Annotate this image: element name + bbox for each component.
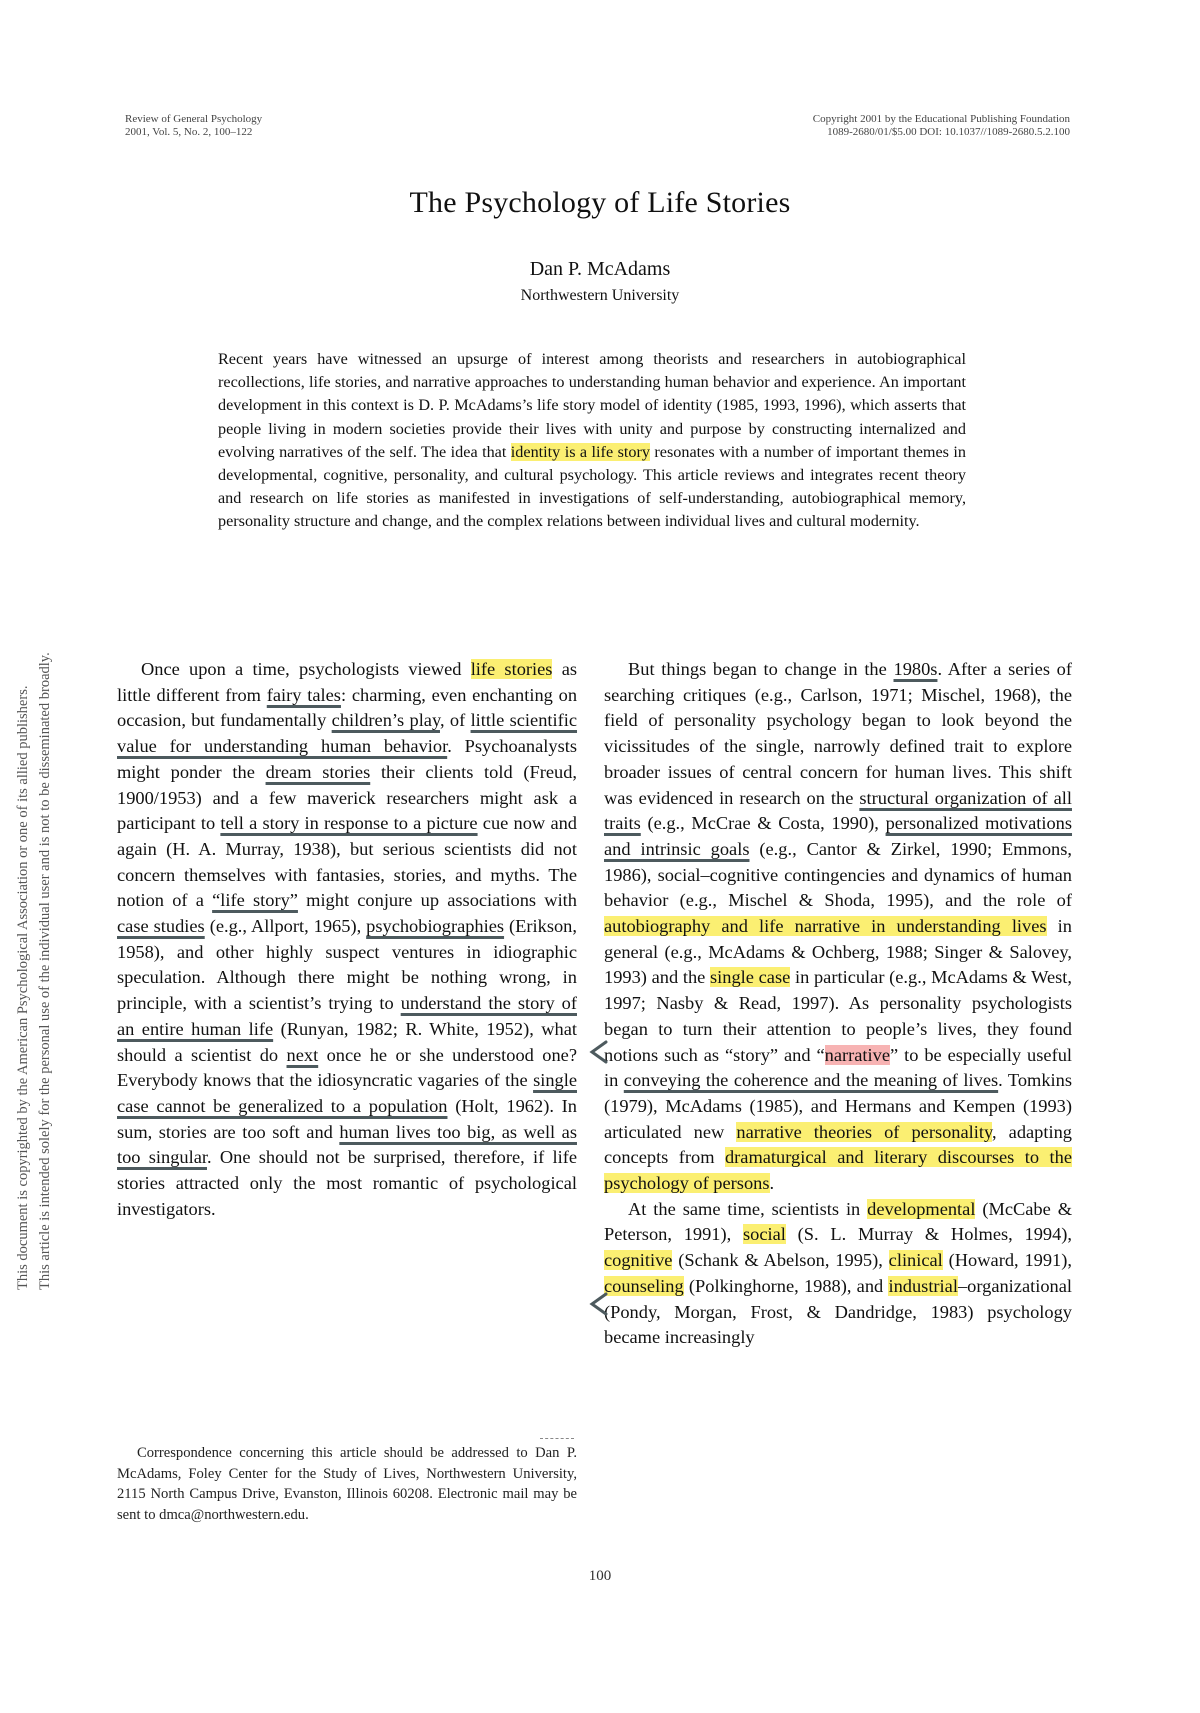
abstract-text-end: resonates with a number of important themes in developmental, cognitive, personality, and cultural psychology. This article reviews and integrates recent theory and research on life stories as manifested in investigations of self-understanding, autobiographical memory, personality structure and change, and the complex relations between individual lives and cultural modernity. bbox=[218, 442, 966, 531]
text-run: as little different from bbox=[117, 659, 578, 705]
footnote-divider bbox=[540, 1438, 574, 1439]
pink-highlight: narrative bbox=[824, 1044, 890, 1065]
pen-underline: human lives too big, as well as too singular bbox=[117, 1121, 577, 1168]
text-run: (S. L. Murray & Holmes, 1994), bbox=[785, 1224, 1072, 1245]
footnote bbox=[117, 1443, 577, 1525]
text-run: : charming, even enchanting on occasion, but fundamentally bbox=[117, 684, 578, 731]
author-name: Dan P. McAdams bbox=[529, 258, 671, 280]
pen-underline: 1980s bbox=[893, 659, 938, 679]
pen-underline: personalized motivations and intrinsic goals bbox=[604, 813, 1073, 859]
journal-citation bbox=[125, 113, 262, 139]
right-column bbox=[604, 657, 1072, 1351]
text-run: . bbox=[769, 1173, 775, 1194]
text-run: (Holt, 1962). In sum, stories are too soft and bbox=[117, 1095, 577, 1142]
left-paragraph-1 bbox=[117, 657, 577, 1222]
text-run: (McCabe & Peterson, 1991), bbox=[604, 1198, 1073, 1245]
highlight: social bbox=[742, 1224, 786, 1245]
highlight: autobiography and life narrative in understanding lives bbox=[604, 916, 1047, 937]
text-run: ” to be especially useful in bbox=[604, 1044, 1072, 1091]
highlight: counseling bbox=[604, 1275, 684, 1296]
text-run: their clients told (Freud, 1900/1953) and a few maverick researchers might ask a participant to bbox=[117, 761, 577, 834]
text-run: (Howard, 1991), bbox=[942, 1250, 1072, 1271]
pen-underline: children’s play bbox=[331, 710, 440, 731]
highlight: dramaturgical and literary discourses to the psychology of persons bbox=[604, 1147, 1072, 1194]
text-run: (Runyan, 1982; R. White, 1952), what should a scientist do bbox=[117, 1018, 577, 1065]
text-run: . One should not be surprised, therefore, if life stories attracted only the most romantic of psychological investigators. bbox=[117, 1147, 577, 1219]
text-run: . Psychoanalysts might ponder the bbox=[117, 736, 578, 782]
copyright-side-notice bbox=[12, 430, 56, 1290]
text-run: But things began to change in the bbox=[628, 659, 894, 679]
abstract-text-start: Recent years have witnessed an upsurge of interest among theorists and researchers in autobiographical recollections, life stories, and narrative approaches to understanding human behavior and experience. An important development in this context is D. P. McAdams’s life story model of identity (1985, 1993, 1996), which asserts that people living in modern societies provide their lives with unity and purpose by constructing internalized and evolving narratives of the self. The idea that bbox=[218, 350, 966, 461]
text-run: (Polkinghorne, 1988), and bbox=[683, 1275, 889, 1296]
highlight: developmental bbox=[867, 1198, 976, 1219]
highlight: industrial bbox=[888, 1275, 958, 1296]
author-affiliation: Northwestern University bbox=[520, 287, 680, 304]
pen-underline: next bbox=[286, 1044, 319, 1065]
journal-volume: 2001, Vol. 5, No. 2, 100–122 bbox=[125, 126, 253, 138]
text-run: (Erikson, 1958), and other highly suspect ventures in idiographic speculation. Although there might be nothing wrong, in principle, with a scientist’s trying to bbox=[117, 916, 577, 1014]
text-run: (e.g., Allport, 1965), bbox=[204, 916, 367, 937]
right-paragraph-1 bbox=[604, 657, 1072, 1197]
correspondence-note: Correspondence concerning this article should be addressed to Dan P. McAdams, Foley Center for the Study of Lives, Northwestern University, 2115 North Campus Drive, Evanston, Illinois 60208. Electronic mail may be sent to dmca@northwestern.edu. bbox=[117, 1445, 577, 1523]
pen-underline: fairy tales bbox=[266, 684, 341, 705]
pen-underline: “life story” bbox=[212, 890, 298, 911]
pen-underline: understand the story of an entire human life bbox=[117, 993, 577, 1039]
pen-underline: psychobiographies bbox=[366, 916, 505, 937]
article-title: The Psychology of Life Stories bbox=[409, 186, 791, 219]
copyright-line: Copyright 2001 by the Educational Publishing Foundation bbox=[812, 113, 1070, 125]
text-run: (Schank & Abelson, 1995), bbox=[672, 1250, 889, 1271]
pen-underline: case studies bbox=[117, 916, 205, 937]
text-run: At the same time, scientists in bbox=[628, 1198, 868, 1219]
highlight: life stories bbox=[470, 659, 553, 679]
abstract bbox=[218, 348, 966, 534]
side-notice-line-1: This document is copyrighted by the American Psychological Association or one of its allied publishers. bbox=[15, 685, 31, 1290]
text-run: cue now and again (H. A. Murray, 1938), but serious scientists did not concern themselves with fantasies, stories, and myths. The notion of a bbox=[117, 813, 577, 911]
text-run: in general (e.g., McAdams & Ochberg, 1988; Singer & Salovey, 1993) and the bbox=[604, 916, 1072, 988]
text-run: –organizational (Pondy, Morgan, Frost, & Dandridge, 1983) psychology became increasingly bbox=[604, 1275, 1072, 1348]
text-run: (e.g., Cantor & Zirkel, 1990; Emmons, 1986), social–cognitive contingencies and dynamics of human behavior (e.g., Mischel & Shoda, 1995), and the role of bbox=[604, 838, 1073, 911]
pen-underline: structural organization of all traits bbox=[604, 787, 1072, 834]
right-paragraph-2 bbox=[604, 1197, 1072, 1351]
text-run: . After a series of searching critiques (e.g., Carlson, 1971; Mischel, 1968), the field of personality psychology began to look beyond the vicissitudes of the single, narrowly defined trait to explore broader issues of central concern for human lives. This shift was evidenced in research on the bbox=[604, 659, 1072, 808]
text-run: (e.g., McCrae & Costa, 1990), bbox=[640, 813, 886, 834]
highlight: single case bbox=[710, 967, 791, 988]
side-notice-line-2: This article is intended solely for the personal use of the individual user and is not to be disseminated broadly. bbox=[37, 652, 53, 1290]
text-run: once he or she understood one? Everybody knows that the idiosyncratic vagaries of the bbox=[117, 1044, 577, 1091]
text-run: might conjure up associations with bbox=[297, 890, 577, 911]
highlight: clinical bbox=[888, 1250, 943, 1271]
text-run: , of bbox=[439, 710, 471, 731]
highlight: cognitive bbox=[604, 1250, 673, 1271]
abstract-highlight: identity is a life story bbox=[510, 442, 650, 461]
pen-underline: tell a story in response to a picture bbox=[220, 813, 478, 834]
pen-underline: little scientific value for understanding human behavior bbox=[117, 710, 578, 757]
left-column bbox=[117, 657, 577, 1222]
page-number: 100 bbox=[588, 1568, 612, 1584]
pen-underline: single case cannot be generalized to a population bbox=[117, 1070, 577, 1116]
pen-underline: conveying the coherence and the meaning of lives bbox=[623, 1070, 999, 1091]
text-run: . Tomkins (1979), McAdams (1985), and Hermans and Kempen (1993) articulated new bbox=[604, 1070, 1072, 1142]
text-run: , adapting concepts from bbox=[604, 1121, 1072, 1168]
text-run: Once upon a time, psychologists viewed bbox=[141, 659, 471, 679]
text-run: in particular (e.g., McAdams & West, 1997; Nasby & Read, 1997). As personality psychologists began to turn their attention to people’s lives, they found notions such as “story” and “ bbox=[604, 967, 1072, 1065]
journal-name: Review of General Psychology bbox=[125, 113, 263, 125]
pen-underline: dream stories bbox=[265, 761, 371, 782]
copyright-notice bbox=[813, 113, 1070, 139]
highlight: narrative theories of personality bbox=[736, 1121, 992, 1142]
doi-line: 1089-2680/01/$5.00 DOI: 10.1037//1089-2680.5.2.100 bbox=[827, 126, 1070, 138]
